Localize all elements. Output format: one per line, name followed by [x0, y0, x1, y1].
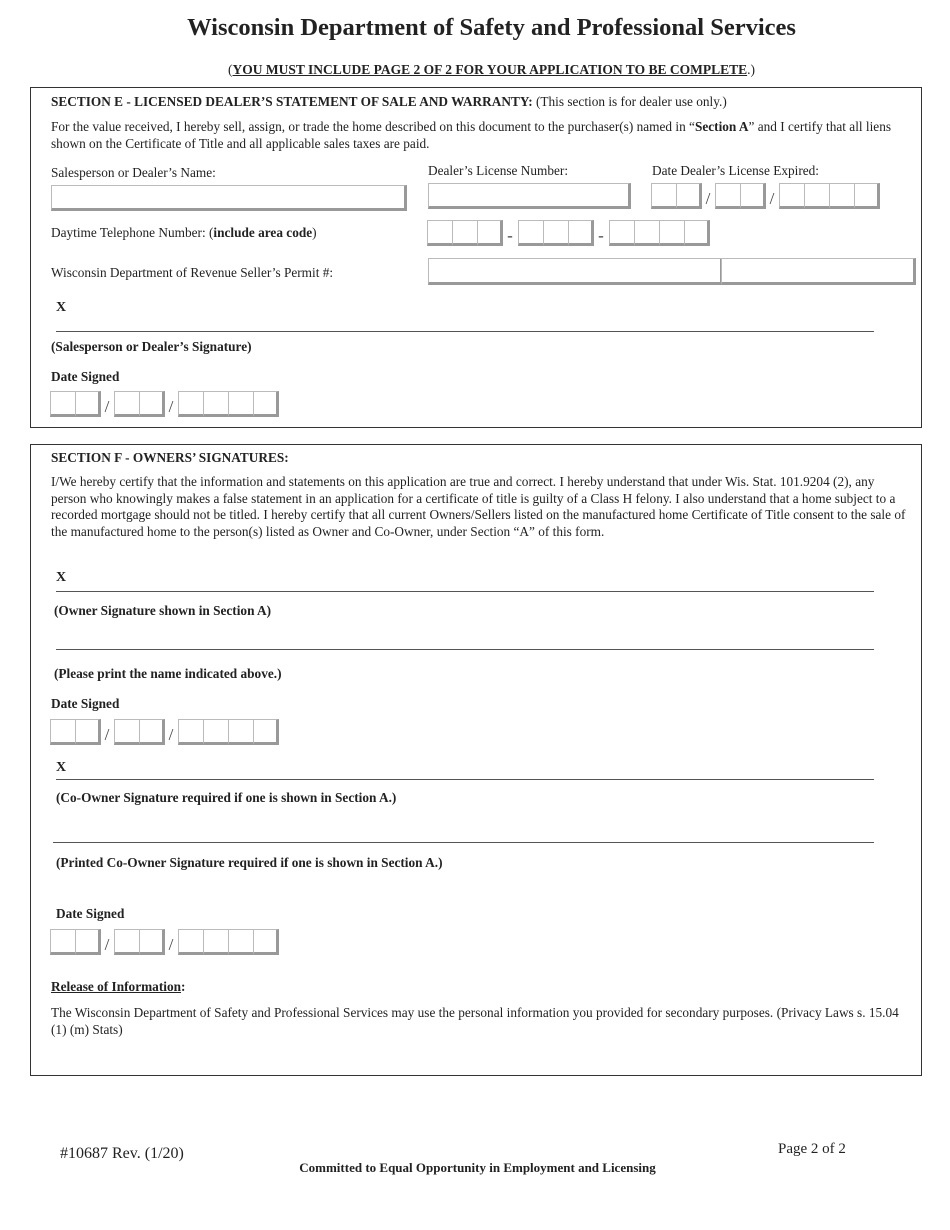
section-f-certify-text: I/We hereby certify that the information and statements on this application are true and correct. I hereby understand that under Wis. Stat. 101.9204 (2), any person who knowingly makes a false statement in an application for a certificate of title is guilty of a Class H felony. I also understand that a home subject to a recorded mortgage should not be titled. I hereby certify that all current Owners/Sellers listed on the manufactured home Certificate of Title consent to the sale of the manufactured home to the person(s) listed as Owner and Co-Owner, under Section “A” of this form.	[51, 474, 906, 539]
release-heading	[51, 979, 185, 996]
day-1[interactable]	[114, 719, 140, 745]
dash: -	[507, 226, 513, 245]
release-heading-text: Release of Information	[51, 979, 181, 994]
notice-close: .)	[747, 62, 755, 77]
owner-signature-caption: (Owner Signature shown in Section A)	[54, 603, 272, 618]
month-2[interactable]	[75, 391, 101, 417]
phone-area-1[interactable]	[427, 220, 453, 246]
slash: /	[168, 935, 174, 954]
form-number: #10687 Rev. (1/20)	[60, 1145, 184, 1162]
phone-prefix-3[interactable]	[568, 220, 594, 246]
phone-label-bold: include area code	[213, 225, 313, 240]
page-title: Wisconsin Department of Safety and Professional Services	[187, 14, 796, 41]
coowner-signature-caption: (Co-Owner Signature required if one is shown in Section A.)	[56, 790, 397, 805]
license-number-input[interactable]	[428, 183, 631, 209]
year-3[interactable]	[228, 719, 254, 745]
license-number-label: Dealer’s License Number:	[428, 163, 569, 178]
exp-year-4[interactable]	[854, 183, 880, 209]
exp-day-2[interactable]	[740, 183, 766, 209]
completion-notice	[0, 62, 950, 78]
notice-open: (	[228, 62, 233, 77]
year-4[interactable]	[253, 929, 279, 955]
license-expired-date	[651, 181, 879, 209]
exp-day-1[interactable]	[715, 183, 741, 209]
dealer-signature-caption: (Salesperson or Dealer’s Signature)	[51, 339, 252, 354]
intro-part-1: For the value received, I hereby sell, assign, or trade the home described on this document to the purchaser(s) named in “	[51, 119, 695, 134]
permit-label: Wisconsin Department of Revenue Seller’s Permit #:	[51, 265, 334, 280]
year-1[interactable]	[178, 719, 204, 745]
phone-label-2: )	[312, 225, 317, 240]
page-number: Page 2 of 2	[778, 1141, 846, 1157]
intro-part-2: ” and I certify that all liens shown on the Certificate of Title and all applicable sales taxes are paid.	[51, 119, 892, 151]
day-1[interactable]	[114, 391, 140, 417]
year-2[interactable]	[203, 929, 229, 955]
release-text: The Wisconsin Department of Safety and Professional Services may use the personal information you provided for secondary purposes. (Privacy Laws s. 15.04 (1) (m) Stats)	[51, 1005, 899, 1037]
coowner-signature-line[interactable]	[56, 779, 874, 780]
dealer-signature-line[interactable]	[56, 331, 874, 332]
coowner-date-signed-label: Date Signed	[56, 906, 125, 921]
dealer-date-signed	[50, 389, 278, 417]
slash: /	[104, 935, 110, 954]
year-2[interactable]	[203, 391, 229, 417]
day-2[interactable]	[139, 929, 165, 955]
owner-signature-x: X	[56, 570, 67, 585]
license-expired-label: Date Dealer’s License Expired:	[652, 163, 819, 178]
year-4[interactable]	[253, 719, 279, 745]
slash: /	[104, 397, 110, 416]
exp-year-2[interactable]	[804, 183, 830, 209]
equal-opportunity-statement: Committed to Equal Opportunity in Employment and Licensing	[299, 1160, 656, 1175]
print-name-caption: (Please print the name indicated above.)	[54, 666, 282, 681]
phone-number-input	[427, 218, 709, 246]
year-4[interactable]	[253, 391, 279, 417]
notice-bold: YOU MUST INCLUDE PAGE 2 OF 2 FOR YOUR APPLICATION TO BE COMPLETE	[232, 62, 748, 77]
month-1[interactable]	[50, 391, 76, 417]
exp-month-1[interactable]	[651, 183, 677, 209]
coowner-print-caption: (Printed Co-Owner Signature required if one is shown in Section A.)	[56, 855, 443, 870]
owner-date-signed	[50, 717, 278, 745]
phone-line-1[interactable]	[609, 220, 635, 246]
owner-date-signed-label: Date Signed	[51, 696, 120, 711]
phone-line-4[interactable]	[684, 220, 710, 246]
phone-line-3[interactable]	[659, 220, 685, 246]
phone-area-2[interactable]	[452, 220, 478, 246]
month-1[interactable]	[50, 719, 76, 745]
salesperson-name-input[interactable]	[51, 185, 407, 211]
slash: /	[769, 189, 775, 208]
owner-signature-line[interactable]	[56, 591, 874, 592]
phone-label-1: Daytime Telephone Number: (	[51, 225, 214, 240]
section-e-note: (This section is for dealer use only.)	[532, 94, 727, 109]
exp-month-2[interactable]	[676, 183, 702, 209]
exp-year-3[interactable]	[829, 183, 855, 209]
exp-year-1[interactable]	[779, 183, 805, 209]
phone-line-2[interactable]	[634, 220, 660, 246]
month-1[interactable]	[50, 929, 76, 955]
owner-print-name-line[interactable]	[56, 649, 874, 650]
permit-input-part-2[interactable]	[721, 258, 916, 285]
slash: /	[168, 725, 174, 744]
dealer-date-signed-label: Date Signed	[51, 369, 120, 384]
coowner-signature-x: X	[56, 760, 67, 775]
year-1[interactable]	[178, 929, 204, 955]
month-2[interactable]	[75, 719, 101, 745]
phone-area-3[interactable]	[477, 220, 503, 246]
signature-x: X	[56, 300, 67, 315]
slash: /	[705, 189, 711, 208]
day-2[interactable]	[139, 719, 165, 745]
day-1[interactable]	[114, 929, 140, 955]
section-e-heading	[51, 94, 727, 111]
year-3[interactable]	[228, 391, 254, 417]
month-2[interactable]	[75, 929, 101, 955]
coowner-date-signed	[50, 927, 278, 955]
coowner-print-line[interactable]	[53, 842, 874, 843]
year-3[interactable]	[228, 929, 254, 955]
section-e-title: SECTION E - LICENSED DEALER’S STATEMENT OF SALE AND WARRANTY:	[51, 94, 533, 109]
dash: -	[598, 226, 604, 245]
salesperson-label: Salesperson or Dealer’s Name:	[51, 165, 216, 180]
release-colon: :	[181, 979, 186, 994]
slash: /	[104, 725, 110, 744]
phone-prefix-1[interactable]	[518, 220, 544, 246]
year-2[interactable]	[203, 719, 229, 745]
section-f-heading: SECTION F - OWNERS’ SIGNATURES:	[51, 450, 289, 465]
day-2[interactable]	[139, 391, 165, 417]
phone-label	[51, 225, 317, 242]
section-e-intro	[51, 119, 911, 152]
year-1[interactable]	[178, 391, 204, 417]
slash: /	[168, 397, 174, 416]
permit-input-part-1[interactable]	[428, 258, 723, 285]
phone-prefix-2[interactable]	[543, 220, 569, 246]
intro-bold: Section A	[694, 119, 749, 134]
